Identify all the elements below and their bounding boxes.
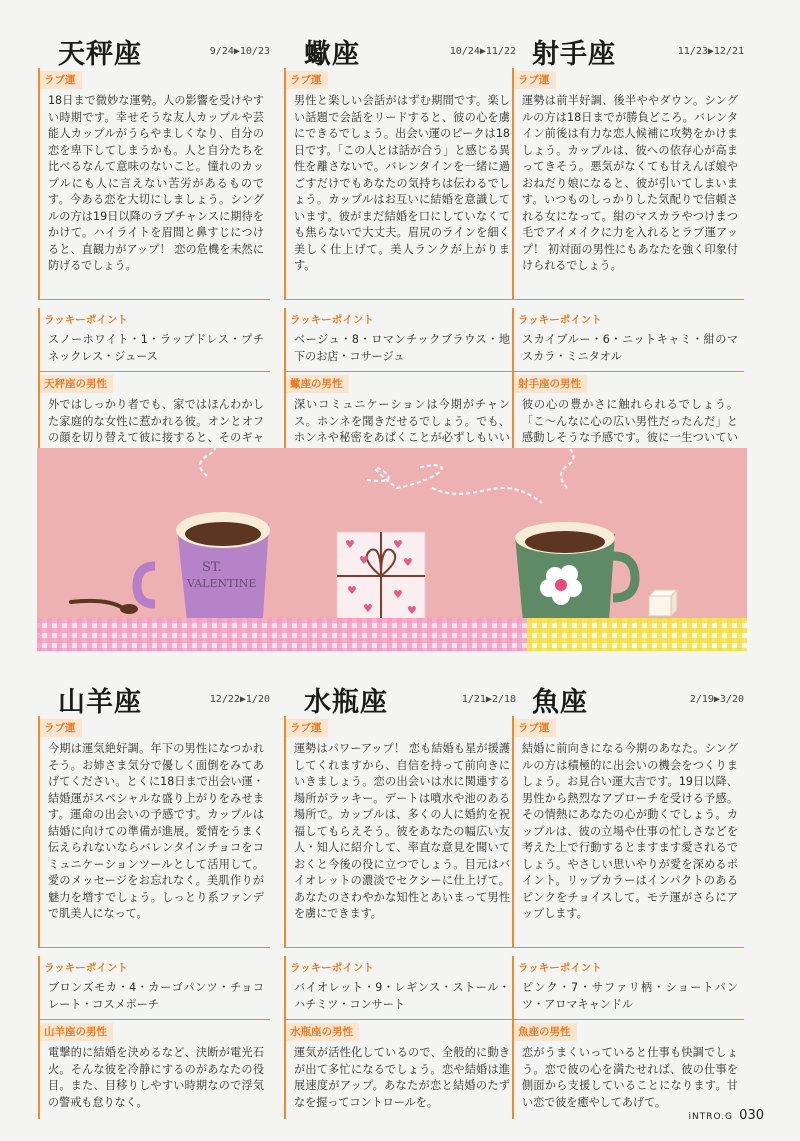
love-section	[284, 68, 516, 300]
lucky-section	[38, 308, 270, 372]
men-text: 運気が活性化しているので、全般的に動きが出て多忙になるでしょう。恋や結婚は進展速度がアップ。あなたが恋と結婚のたずなを握ってコントロールを。	[294, 1046, 510, 1109]
sign-title: 天秤座	[58, 39, 142, 70]
love-section	[512, 68, 744, 300]
sign-title: 水瓶座	[304, 687, 388, 718]
sign-date: 2/19▶3/20	[689, 694, 744, 705]
sign-header	[38, 676, 270, 716]
love-label: ラブ運	[286, 71, 328, 89]
sign-header	[284, 676, 516, 716]
sign-date: 12/22▶1/20	[209, 694, 270, 705]
lucky-section	[38, 956, 270, 1020]
men-label: 射手座の男性	[514, 375, 587, 393]
lucky-section	[284, 956, 516, 1020]
men-text: 深いコミュニケーションは今期がチャンス。ホンネを聞きだせるでしょう。でも、ホンネや秘密をあばくことが必ずしもいい	[294, 398, 510, 444]
men-text: 恋がうまくいっていると仕事も快調でしょう。恋で彼の心を満たせれば、彼の仕事を側面から支援していることになります。甘い恋で彼を癒やしてあげて。	[522, 1046, 738, 1109]
lucky-label: ラッキーポイント	[290, 314, 374, 326]
love-section	[38, 716, 270, 948]
sign-header	[512, 676, 744, 716]
men-label: 山羊座の男性	[40, 1023, 113, 1041]
love-label: ラブ運	[40, 719, 82, 737]
sign-column-capricorn	[38, 676, 270, 1119]
love-label: ラブ運	[514, 719, 556, 737]
lucky-text: ベージュ・8・ロマンチックブラウス・地下のお店・コサージュ	[294, 333, 510, 363]
sign-header	[284, 28, 516, 68]
sign-date: 9/24▶10/23	[209, 46, 270, 57]
lucky-text: スノーホワイト・1・ラップドレス・プチネックレス・ジュース	[48, 333, 264, 363]
men-text: 彼の心の豊かさに触れられるでしょう。「こ〜んなに心の広い男性だったんだ」と感動しそうな予感です。彼に一生ついてい	[522, 398, 738, 444]
lucky-label: ラッキーポイント	[518, 962, 602, 974]
page-footer	[688, 1108, 764, 1123]
love-text: 運勢は前半好調、後半ややダウン。シングルの方は18日までが勝負どころ。バレンタイン前後は有力な恋人候補に攻勢をかけましょう。カップルは、彼への依存心が高まってきそう。悪気がなくても甘えんぼ娘やおねだり娘になると、彼が引いてしまいます。いつものしっかりした気配りで信頼される女になって。紺のマスカラやつけまつ毛でアイメイクに力を入れるとラブ運アップ！ 初対面の男性にもあなたを強く印象付けられるでしょう。	[522, 94, 738, 272]
yellow-gingham-strip	[527, 618, 747, 651]
heart-icon: ♥	[359, 554, 369, 567]
men-section	[38, 1020, 270, 1119]
mug-text-2: VALENTINE	[187, 577, 257, 590]
men-section	[284, 1020, 516, 1119]
lucky-section	[512, 956, 744, 1020]
men-label: 水瓶座の男性	[286, 1023, 359, 1041]
lucky-section	[512, 308, 744, 372]
love-section	[284, 716, 516, 948]
lucky-text: バイオレット・9・レギンス・ストール・ハチミツ・コンサート	[294, 981, 510, 1011]
lucky-text: スカイブルー・6・ニットキャミ・紺のマスカラ・ミニタオル	[522, 333, 738, 363]
love-text: 運勢はパワーアップ！ 恋も結婚も星が援護してくれますから、自信を持って前向きにいきましょう。恋の出会いは水に関連する場所がラッキー。デートは噴水や池のある場所で。カップルは、多くの人に婚約を祝福してもらえそう。彼をあなたの幅広い友人・知人に紹介して、率直な意見を聞いておくと今後の役に立つでしょう。目元はバイオレットの濃淡でセクシーに仕上げて。あなたのさわやかな知性とあいまって男性を虜にできます。	[294, 742, 510, 920]
heart-gift-box	[337, 532, 425, 620]
love-text: 結婚に前向きになる今期のあなた。シングルの方は積極的に出会いの機会をつくりましょう。お見合い運大吉です。19日以降、男性から熱烈なアプローチを受ける予感。その情熱にあなたの心が動くでしょう。カップルは、彼の立場や仕事の忙しさなどを考えた上で行動するとますます愛されるでしょう。やさしい思いやりが愛を深めるポイント。リップカラーはインパクトのあるピンクをチョイスして。モテ運がさらにアップします。	[522, 742, 738, 920]
heart-icon: ♥	[407, 604, 417, 617]
magazine-brand: iNTRO.G	[688, 1112, 734, 1122]
heart-icon: ♥	[393, 588, 403, 601]
heart-icon: ♥	[347, 584, 357, 597]
heart-icon: ♥	[345, 538, 355, 551]
sign-column-aquarius	[284, 676, 516, 1119]
heart-icon: ♥	[363, 602, 373, 615]
sign-column-scorpio	[284, 28, 516, 471]
valentine-illustration	[37, 448, 747, 651]
heart-icon: ♥	[403, 556, 413, 569]
men-label: 蠍座の男性	[286, 375, 349, 393]
sugar-cube	[649, 590, 677, 616]
mug-text-1: ST.	[202, 560, 222, 575]
sign-header	[38, 28, 270, 68]
lucky-label: ラッキーポイント	[44, 314, 128, 326]
sign-header	[512, 28, 744, 68]
pink-gingham-strip	[37, 618, 527, 651]
love-text: 男性と楽しい会話がはずむ期間です。楽しい話題で会話をリードすると、彼の心を虜にできるでしょう。出会い運のピークは18日です。「この人とは話が合う」と感じる異性を離さないで。バレンタインを一緒に過ごすだけでもあなたの気持ちは伝わるでしょう。カップルはお互いに結婚を意識しています。彼がまだ結婚を口にしていなくても焦らないで大丈夫。眉尻のラインを細く美しく仕上げて。美人ランクが上がります。	[294, 94, 510, 272]
men-section	[512, 1020, 744, 1119]
men-text: 外ではしっかり者でも、家ではほんわかした家庭的な女性に惹かれる彼。オンとオフの顔を切り替えて彼に接すると、そのギャ	[48, 398, 264, 444]
sign-column-sagittarius	[512, 28, 744, 471]
love-section	[512, 716, 744, 948]
love-section	[38, 68, 270, 300]
lucky-text: ブロンズモカ・4・カーゴパンツ・チョコレート・コスメポーチ	[48, 981, 264, 1011]
sign-column-libra	[38, 28, 270, 471]
sign-column-pisces	[512, 676, 744, 1119]
lucky-label: ラッキーポイント	[290, 962, 374, 974]
men-label: 天秤座の男性	[40, 375, 113, 393]
sign-date: 11/23▶12/21	[677, 46, 744, 57]
love-label: ラブ運	[40, 71, 82, 89]
love-label: ラブ運	[514, 71, 556, 89]
page-number: 030	[739, 1108, 764, 1123]
sign-title: 魚座	[532, 687, 588, 718]
men-text: 電撃的に結婚を決めるなど、決断が電光石火。そんな彼を冷静にするのがあなたの役目。また、目移りしやすい時期なので浮気の警戒も怠りなく。	[48, 1046, 264, 1109]
heart-icon: ♥	[393, 538, 403, 551]
sign-date: 1/21▶2/18	[461, 694, 516, 705]
lucky-label: ラッキーポイント	[44, 962, 128, 974]
lucky-section	[284, 308, 516, 372]
sign-title: 射手座	[532, 39, 616, 70]
lucky-text: ピンク・7・サファリ柄・ショートパンツ・アロマキャンドル	[522, 981, 738, 1011]
sign-date: 10/24▶11/22	[449, 46, 516, 57]
love-text: 今期は運気絶好調。年下の男性になつかれそう。お姉さま気分で優しく面倒をみてあげてください。とくに18日まで出会い運・結婚運がスペシャルな盛り上がりをみせます。運命の出会いの予感です。カップルは結婚に向けての準備が進展。愛情をうまく伝えられないならバレンタインチョコをコミュニケーションツールとして活用して。愛のメッセージをお忘れなく。美肌作りが魅力を増すでしょう。しっとり系ファンデで肌美人になって。	[48, 742, 264, 920]
love-text: 18日まで微妙な運勢。人の影響を受けやすい時期です。幸せそうな友人カップルや芸能人カップルがうらやましくなり、自分の恋を卑下してしまうかも。人と自分たちを比べるなんて意味のないこと。憧れのカップルにも人に言えない苦労があるものです。今ある恋を大切にしましょう。シングルの方は19日以降のラブチャンスに期待をかけて。ハイライトを眉間と鼻すじにつけると、直観力がアップ！ 恋の危機を未然に防げるでしょう。	[48, 94, 264, 272]
men-label: 魚座の男性	[514, 1023, 577, 1041]
love-label: ラブ運	[286, 719, 328, 737]
sign-title: 山羊座	[58, 687, 142, 718]
sign-title: 蠍座	[304, 39, 360, 70]
lucky-label: ラッキーポイント	[518, 314, 602, 326]
